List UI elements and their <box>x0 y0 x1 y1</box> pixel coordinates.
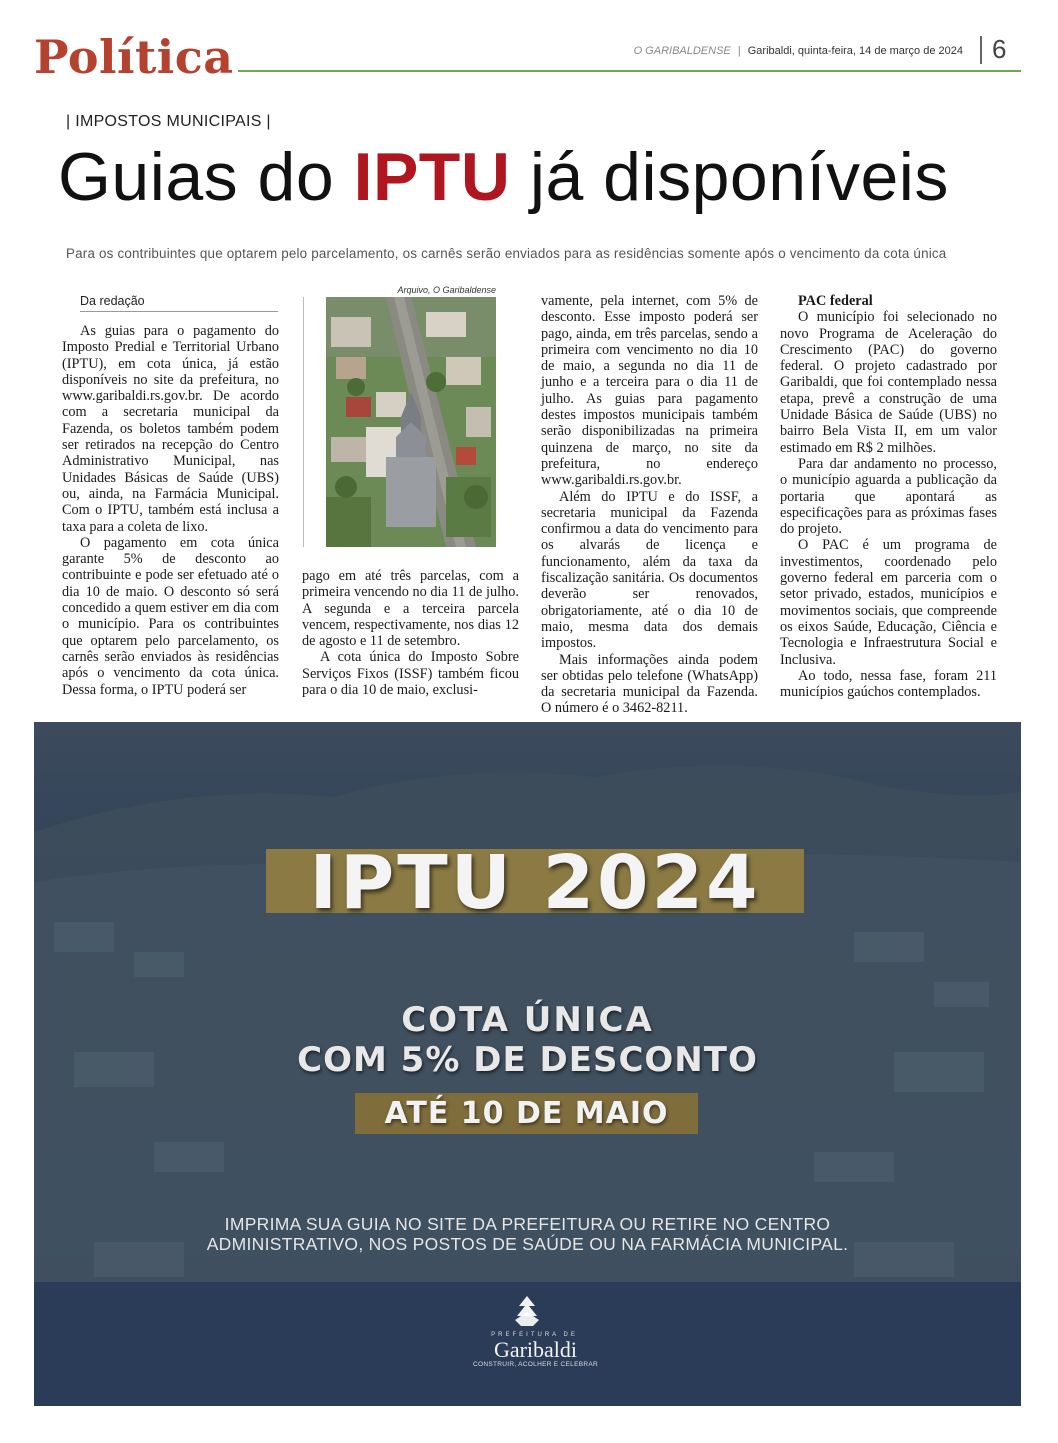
photo-credit: Arquivo, O Garibaldense <box>397 285 496 295</box>
prefeitura-logo-icon <box>509 1294 545 1330</box>
page-number-divider <box>980 36 982 64</box>
ad-line-2: COM 5% DE DESCONTO <box>297 1040 758 1080</box>
ad-instructions-line-1: IMPRIMA SUA GUIA NO SITE DA PREFEITURA OU RETIRE NO CENTRO <box>224 1214 831 1234</box>
paragraph: Para dar andamento no processo, o município aguarda a publicação da portaria que apontará as especificações para as próximas fases do projeto. <box>780 455 997 538</box>
paragraph: O pagamento em cota única garante 5% de desconto ao contribuinte e pode ser efetuado até o dia 10 de maio. O desconto só será concedido a quem estiver em dia com o município. Para os contribuintes que optarem pelo parcelamento, os carnês serão enviados às residências após o vencimento da cota única. Dessa forma, o IPTU poderá ser <box>62 534 279 698</box>
ad-instructions-line-2: ADMINISTRATIVO, NOS POSTOS DE SAÚDE OU NA FARMÁCIA MUNICIPAL. <box>206 1234 849 1254</box>
article-column-2 <box>302 568 519 698</box>
ad-line-1: COTA ÚNICA <box>401 1000 654 1040</box>
paragraph: O PAC é um programa de investimentos, coordenado pelo governo federal em parceria com o setor privado, estados, municípios e movimentos sociais, que compreende os eixos Saúde, Educação, Ciência e Tecnologia e Infraestrutura Social e Inclusiva. <box>780 537 997 668</box>
subsection-heading: PAC federal <box>798 293 873 309</box>
header-separator: | <box>737 45 741 57</box>
logo-prefix: PREFEITURA DE <box>491 1332 578 1338</box>
article-headline <box>58 138 949 216</box>
paragraph: As guias para o pagamento do Imposto Predial e Territorial Urbano (IPTU), em cota única, já estão disponíveis no site da prefeitura, no www.garibaldi.rs.gov.br. De acordo com a secretaria municipal da Fazenda, os boletos também podem ser retirados na recepção do Centro Administrativo Municipal, nas Unidades Básicas de Saúde (UBS) ou, ainda, na Farmácia Municipal. Com o IPTU, também está inclusa a taxa para a coleta de lixo. <box>62 323 279 535</box>
aerial-city-photo <box>326 297 496 547</box>
page-number: 6 <box>992 34 1007 64</box>
publication-name: O GARIBALDENSE <box>633 45 731 57</box>
article-kicker: | IMPOSTOS MUNICIPAIS | <box>66 113 271 130</box>
headline-pre: Guias do <box>58 139 354 215</box>
paragraph: Além do IPTU e do ISSF, a secretaria municipal da Fazenda confirmou a data do vencimento para os alvarás de licença e funcionamento, além da taxa da fiscalização sanitária. Os documentos deverão ser renovados, obrigatoriamente, até o dia 10 de maio, mesma data dos demais impostos. <box>541 488 758 652</box>
paragraph: Mais informações ainda podem ser obtidas pelo telefone (WhatsApp) da secretaria municipal da Fazenda. O número é o 3462-8211. <box>541 651 758 717</box>
article-column-4 <box>780 293 997 700</box>
article-subhead: Para os contribuintes que optarem pelo parcelamento, os carnês serão enviados para as residências somente após o vencimento da cota única <box>66 246 947 261</box>
paragraph: pago em até três parcelas, com a primeira vencendo no dia 11 de julho. A segunda e a terceira parcela vencem, respectivamente, nos dias 12 de agosto e 11 de setembro. <box>302 568 519 650</box>
dateline: Garibaldi, quinta-feira, 14 de março de 2024 <box>747 45 963 57</box>
article-column-1 <box>62 323 279 698</box>
logo-name: Garibaldi <box>493 1337 578 1362</box>
header-meta <box>634 45 963 57</box>
headline-post: já disponíveis <box>510 139 949 215</box>
ad-instructions <box>34 1214 1021 1254</box>
byline: Da redação <box>80 294 145 308</box>
paragraph: Ao todo, nessa fase, foram 211 municípios gaúchos contemplados. <box>780 667 997 701</box>
headline-accent: IPTU <box>353 139 511 215</box>
column-divider <box>303 297 304 547</box>
paragraph: vamente, pela internet, com 5% de desconto. Esse imposto poderá ser pago, ainda, em três parcelas, sendo a primeira com vencimento no dia 10 de maio, a segunda no dia 11 de junho e a terceira para o dia 11 de julho. As guias para pagamento destes impostos municipais também serão disponibilizadas na primeira quinzena de março, no site da prefeitura, no endereço www.garibaldi.rs.gov.br. <box>541 293 758 489</box>
logo-tagline: CONSTRUIR, ACOLHER E CELEBRAR <box>472 1361 598 1368</box>
paragraph: A cota única do Imposto Sobre Serviços Fixos (ISSF) também ficou para o dia 10 de maio, exclusi- <box>302 649 519 699</box>
iptu-advertisement <box>34 722 1021 1406</box>
header-rule <box>238 70 1021 72</box>
article-column-3 <box>541 293 758 717</box>
byline-rule <box>80 311 278 312</box>
paragraph: O município foi selecionado no novo Programa de Aceleração do Crescimento (PAC) do governo federal. O projeto cadastrado por Garibaldi, que foi contemplado nessa etapa, prevê a construção de uma Unidade Básica de Saúde (UBS) no bairro Bela Vista II, em um valor estimado em R$ 2 milhões. <box>780 309 997 456</box>
ad-deadline: ATÉ 10 DE MAIO <box>384 1096 669 1131</box>
ad-title: IPTU 2024 <box>309 840 761 926</box>
aerial-photo-illustration <box>326 297 496 547</box>
section-title: Política <box>34 30 234 84</box>
